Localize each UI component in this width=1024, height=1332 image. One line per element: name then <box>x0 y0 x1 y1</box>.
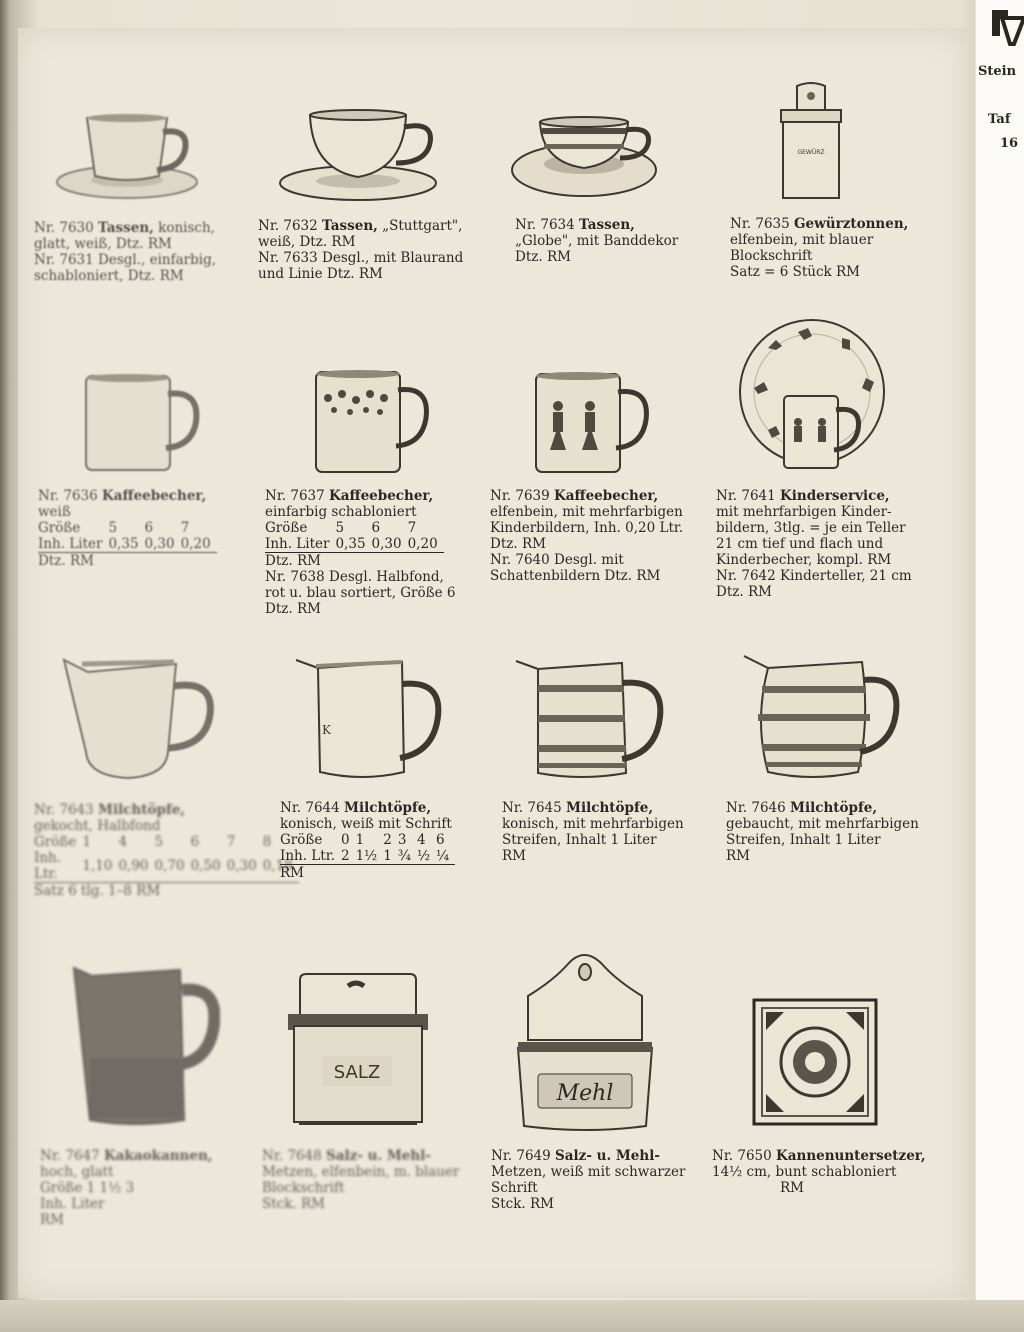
item-line-2: gebaucht, mit mehrfarbigen <box>726 816 919 832</box>
item-line-5: Dtz. RM <box>265 553 321 569</box>
size-label: Größe <box>38 520 81 536</box>
item-line-4: Satz = 6 Stück RM <box>730 264 860 280</box>
item-line-2: elfenbein, mit mehrfarbigen <box>490 504 683 520</box>
size-value: 6 <box>436 832 445 848</box>
item-name: Kakaokannen, <box>104 1148 213 1164</box>
size-value: 6 <box>190 834 200 850</box>
tile-coaster-image <box>752 998 878 1126</box>
item-number: Nr. 7647 <box>40 1148 100 1164</box>
item-line-3: Schrift <box>491 1180 538 1196</box>
flour-box-image <box>514 950 656 1134</box>
item-line-4: RM <box>726 848 750 864</box>
volume-value: 1 <box>383 848 398 865</box>
volume-value: 0,30 <box>227 850 263 883</box>
item-number: Nr. 7637 <box>265 488 325 504</box>
cocoa-jug-image <box>70 962 220 1130</box>
size-value: 2 <box>383 832 392 848</box>
item-name: Salz- u. Mehl- <box>555 1148 660 1164</box>
size-label: Größe <box>280 832 323 848</box>
item-name: Kinderservice, <box>780 488 890 504</box>
mug-stencil-image <box>312 368 434 476</box>
volume-value: 0,50 <box>191 850 227 883</box>
size-table <box>38 520 217 553</box>
milk-jug-lettered-image <box>292 654 444 784</box>
size-value: 5 <box>108 520 118 536</box>
caption-7639 <box>490 488 690 584</box>
item-line-3: Blockschrift <box>730 248 813 264</box>
caption-7643 <box>34 802 293 899</box>
size-table <box>280 832 455 865</box>
item-line-6: Schattenbildern Dtz. RM <box>490 568 661 584</box>
right-margin-strip <box>976 0 1024 1332</box>
item-line-2: elfenbein, mit blauer <box>730 232 874 248</box>
mug-white-image <box>80 372 205 474</box>
item-line-3: Blockschrift <box>262 1180 345 1196</box>
caption-7636 <box>38 488 248 569</box>
size-label: Größe <box>265 520 308 536</box>
caption-7632 <box>258 218 478 282</box>
cup-conical-image <box>55 110 200 205</box>
item-number: Nr. 7639 <box>490 488 550 504</box>
item-number: Nr. 7635 <box>730 216 790 232</box>
volume-value: 0,90 <box>118 850 154 883</box>
volume-value: 0,70 <box>155 850 191 883</box>
page-bottom-edge <box>0 1300 1024 1332</box>
size-value: 3 <box>397 832 407 848</box>
volume-value: ¾ <box>398 848 417 865</box>
item-line-2: mit mehrfarbigen Kinder- <box>716 504 892 520</box>
flour-box-label: Mehl <box>556 1081 614 1106</box>
item-line-4: und Linie Dtz. RM <box>258 266 383 282</box>
size-label: Größe <box>34 834 77 850</box>
salt-box-image <box>286 970 431 1130</box>
item-number: Nr. 7636 <box>38 488 98 504</box>
item-name: Tassen, <box>579 217 635 233</box>
item-desc-2: Desgl., einfarbig, schabloniert, Dtz. RM <box>34 252 216 284</box>
item-number: Nr. 7641 <box>716 488 776 504</box>
item-line-3: Streifen, Inhalt 1 Liter <box>502 832 657 848</box>
item-name: Salz- u. Mehl- <box>326 1148 431 1164</box>
volume-label: Inh. Liter <box>38 536 108 553</box>
item-number: Nr. 7648 <box>262 1148 322 1164</box>
item-name: Tassen, <box>98 220 154 236</box>
volume-label: Inh. Ltr. <box>34 850 82 883</box>
item-line-2: Metzen, weiß mit schwarzer <box>491 1164 686 1180</box>
item-line-2: einfarbig schabloniert <box>265 504 417 520</box>
maker-logo-icon <box>988 6 1024 46</box>
size-value: 1 <box>355 832 365 848</box>
caption-7649 <box>491 1148 691 1212</box>
volume-value: 0,20 <box>181 536 217 553</box>
caption-7646 <box>726 800 926 864</box>
svg-text:K: K <box>322 723 331 737</box>
caption-7645 <box>502 800 702 864</box>
volume-label: Inh. Ltr. <box>280 848 341 865</box>
salt-box-label: SALZ <box>333 1062 381 1083</box>
caption-7644 <box>280 800 480 881</box>
caption-7641 <box>716 488 926 600</box>
side-label-2: Taf <box>988 112 1011 127</box>
volume-value: 0,35 <box>108 536 144 553</box>
size-value: 7 <box>226 834 236 850</box>
side-label-3: 16 <box>1000 136 1019 151</box>
size-value: 6 <box>144 520 154 536</box>
volume-value: 0,18 <box>263 850 299 883</box>
item-number-2: Nr. 7631 <box>34 252 94 268</box>
item-number: Nr. 7634 <box>515 217 575 233</box>
size-value: 5 <box>154 834 164 850</box>
cup-globe-image <box>510 112 660 204</box>
item-number: Nr. 7632 <box>258 218 318 234</box>
item-line-4: Dtz. RM <box>490 536 546 552</box>
spice-jar-label: GEWÜRZ <box>797 149 825 156</box>
item-number: Nr. 7646 <box>726 800 786 816</box>
volume-label: Inh. Liter <box>265 536 335 553</box>
item-number: Nr. 7643 <box>34 802 94 818</box>
item-name: Kannenuntersetzer, <box>776 1148 926 1164</box>
item-line-4: Stck. RM <box>262 1196 325 1212</box>
item-line-2: hoch, glatt <box>40 1164 114 1180</box>
item-name: Milchtöpfe, <box>790 800 878 816</box>
caption-7637 <box>265 488 465 617</box>
item-name: Milchtöpfe, <box>98 802 186 818</box>
item-name: Tassen, <box>322 218 378 234</box>
item-line-2: weiß, Dtz. RM <box>258 234 356 250</box>
item-line-5: Satz 6 tlg. 1–8 RM <box>34 883 161 899</box>
spice-jar-image <box>775 82 847 204</box>
mug-children-image <box>532 370 654 476</box>
item-line-2: „Globe", mit Banddekor <box>515 233 679 249</box>
item-name: Milchtöpfe, <box>344 800 432 816</box>
item-line-7: rot u. blau sortiert, Größe 6 <box>265 585 456 601</box>
item-name: Kaffeebecher, <box>102 488 207 504</box>
caption-7650 <box>712 1148 937 1196</box>
milk-jug-striped-image <box>512 655 667 783</box>
milk-jug-halbfond-image <box>58 652 216 782</box>
item-number: Nr. 7644 <box>280 800 340 816</box>
size-value: 5 <box>335 520 345 536</box>
volume-value: ½ <box>417 848 436 865</box>
item-line-3: Nr. 7633 Desgl., mit Blaurand <box>258 250 464 266</box>
volume-value: ¼ <box>436 848 455 865</box>
item-line-3: Größe 1 1½ 3 <box>40 1180 135 1196</box>
caption-7634 <box>515 217 715 265</box>
volume-value: 0,20 <box>408 536 444 553</box>
item-number: Nr. 7645 <box>502 800 562 816</box>
size-value: 4 <box>118 834 128 850</box>
side-label-1: Stein <box>978 64 1017 79</box>
item-line-3: Streifen, Inhalt 1 Liter <box>726 832 881 848</box>
item-number: Nr. 7649 <box>491 1148 551 1164</box>
caption-7635 <box>730 216 930 280</box>
item-line-4: Stck. RM <box>491 1196 554 1212</box>
size-value: 6 <box>371 520 381 536</box>
item-line-5: RM <box>40 1212 64 1228</box>
item-line-4: 21 cm tief und flach und <box>716 536 884 552</box>
volume-value: 2 <box>341 848 356 865</box>
item-line-5: Dtz. RM <box>38 553 94 569</box>
item-name: Milchtöpfe, <box>566 800 654 816</box>
caption-7648 <box>262 1148 492 1212</box>
size-value: 8 <box>262 834 272 850</box>
item-name: Kaffeebecher, <box>329 488 434 504</box>
volume-value: 1½ <box>356 848 384 865</box>
cup-stuttgart-image <box>278 105 440 205</box>
item-line-2: gekocht, Halbfond <box>34 818 161 834</box>
size-value: 7 <box>407 520 417 536</box>
milk-jug-bellied-image <box>742 652 902 784</box>
item-line-2: 14½ cm, bunt schabloniert <box>712 1164 897 1180</box>
volume-value: 1,10 <box>82 850 118 883</box>
item-line-6: Nr. 7642 Kinderteller, 21 cm <box>716 568 912 584</box>
size-value: 1 <box>82 834 91 850</box>
size-table <box>265 520 444 553</box>
size-value: 4 <box>416 832 426 848</box>
item-line-4: RM <box>502 848 526 864</box>
item-number: Nr. 7630 <box>34 220 94 236</box>
caption-7630 <box>34 220 244 284</box>
item-line-3: Kinderbildern, Inh. 0,20 Ltr. <box>490 520 684 536</box>
volume-value: 0,30 <box>145 536 181 553</box>
children-service-image <box>738 318 886 476</box>
size-table <box>34 834 299 883</box>
item-name: Kaffeebecher, <box>554 488 659 504</box>
item-line-8: Dtz. RM <box>265 601 321 617</box>
item-line-2: konisch, weiß mit Schrift <box>280 816 452 832</box>
item-line-5: Nr. 7640 Desgl. mit <box>490 552 624 568</box>
item-name: Gewürztonnen, <box>794 216 909 232</box>
item-line-7: Dtz. RM <box>716 584 772 600</box>
item-number: Nr. 7650 <box>712 1148 772 1164</box>
item-line-2: Metzen, elfenbein, m. blauer <box>262 1164 460 1180</box>
size-value: 0 <box>340 832 350 848</box>
item-line-2: konisch, mit mehrfarbigen <box>502 816 684 832</box>
item-line-4: Inh. Liter <box>40 1196 105 1212</box>
item-line-5: Kinderbecher, kompl. RM <box>716 552 892 568</box>
item-line-3: RM <box>780 1180 804 1196</box>
item-line-3: Dtz. RM <box>515 249 571 265</box>
caption-7647 <box>40 1148 240 1228</box>
item-desc: konisch, glatt, weiß, Dtz. RM <box>34 220 215 252</box>
item-line-6: Nr. 7638 Desgl. Halbfond, <box>265 569 444 585</box>
item-line-3: bildern, 3tlg. = je ein Teller <box>716 520 906 536</box>
item-line-2: weiß <box>38 504 71 520</box>
item-line-5: RM <box>280 865 304 881</box>
volume-value: 0,35 <box>335 536 371 553</box>
size-value: 7 <box>180 520 190 536</box>
volume-value: 0,30 <box>372 536 408 553</box>
item-desc: „Stuttgart", <box>382 218 463 234</box>
